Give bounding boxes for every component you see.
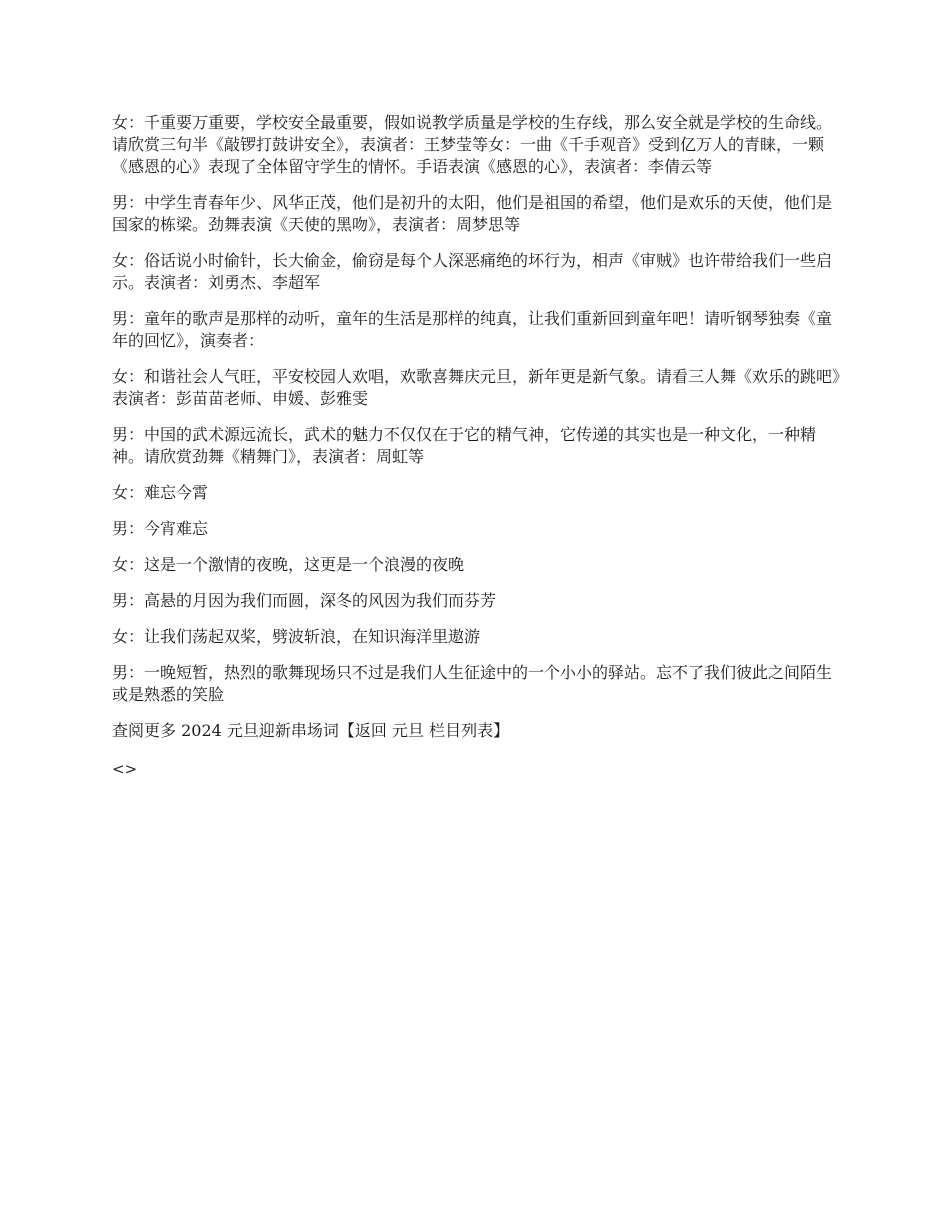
paragraph: 男：高悬的月因为我们而圆，深冬的风因为我们而芬芳 [112, 591, 497, 610]
paragraph: 男：一晚短暂，热烈的歌舞现场只不过是我们人生征途中的一个小小的驿站。忘不了我们彼此之间陌生或是熟悉的笑脸 [112, 663, 833, 704]
paragraph: 女：让我们荡起双桨，劈波斩浪，在知识海洋里遨游 [112, 627, 481, 646]
return-column-link[interactable]: 【返回 元旦 栏目列表】 [338, 721, 510, 740]
document-body [112, 112, 842, 794]
page-nav-arrows[interactable]: <> [112, 760, 138, 778]
more-prefix: 查阅更多 [112, 721, 182, 740]
paragraph: 男：中国的武术源远流长，武术的魅力不仅仅在于它的精气神，它传递的其实也是一种文化，一种精神。请欣赏劲舞《精舞门》，表演者：周虹等 [112, 425, 817, 466]
paragraph: 男：中学生青春年少、风华正茂，他们是初升的太阳，他们是祖国的希望，他们是欢乐的天使，他们是国家的栋梁。劲舞表演《天使的黑吻》，表演者：周梦思等 [112, 193, 833, 234]
paragraph: 女：和谐社会人气旺，平安校园人欢唱，欢歌喜舞庆元旦，新年更是新气象。请看三人舞《欢乐的跳吧》表演者：彭苗苗老师、申媛、彭雅雯 [112, 367, 841, 408]
more-title-link[interactable]: 2024 元旦迎新串场词 [181, 721, 339, 740]
paragraph: 女：千重要万重要，学校安全最重要，假如说教学质量是学校的生存线，那么安全就是学校的生命线。请欣赏三句半《敲锣打鼓讲安全》，表演者：王梦莹等女：一曲《千手观音》受到亿万人的青睐，一颗《感恩的心》表现了全体留守学生的情怀。手语表演《感恩的心》，表演者：李倩云等 [112, 113, 833, 176]
paragraph: 男：童年的歌声是那样的动听，童年的生活是那样的纯真，让我们重新回到童年吧！请听钢琴独奏《童年的回忆》，演奏者： [112, 309, 833, 350]
paragraph: 女：这是一个激情的夜晚，这更是一个浪漫的夜晚 [112, 555, 465, 574]
more-articles-line [112, 720, 842, 742]
paragraph: 女：难忘今霄 [112, 483, 209, 502]
paragraph: 男：今宵难忘 [112, 519, 209, 538]
paragraph: 女：俗话说小时偷针，长大偷金，偷窃是每个人深恶痛绝的坏行为，相声《审贼》也许带给我们一些启示。表演者：刘勇杰、李超军 [112, 251, 833, 292]
